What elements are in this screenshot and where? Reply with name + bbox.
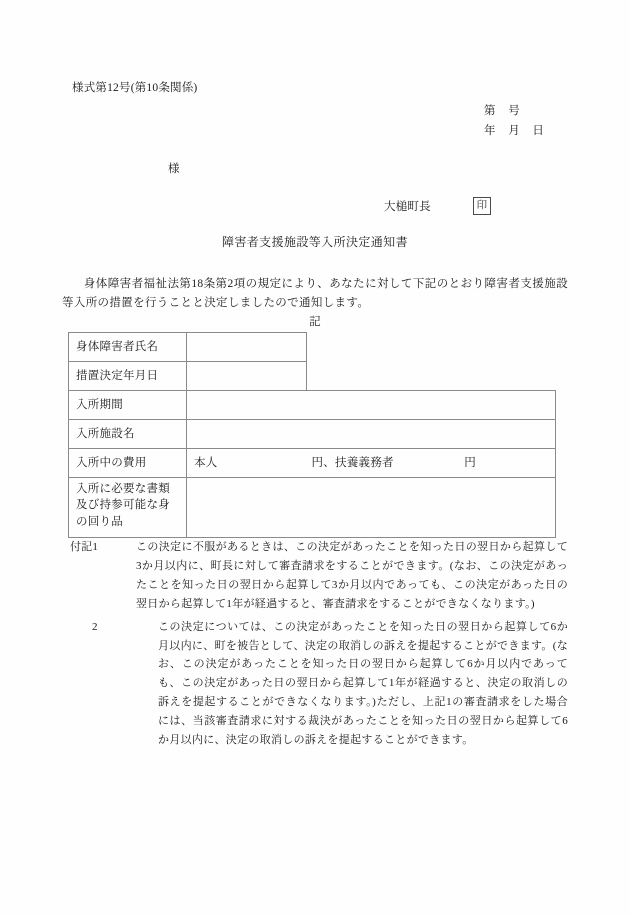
table-cell-spacer bbox=[307, 333, 556, 362]
table-cell-value[interactable] bbox=[187, 420, 556, 449]
footnotes-section bbox=[62, 538, 568, 754]
table-cell-label: 措置決定年月日 bbox=[69, 362, 187, 391]
table-cell-label: 入所期間 bbox=[69, 391, 187, 420]
document-date-field: 年 月 日 bbox=[484, 125, 545, 137]
form-number: 様式第12号(第10条関係) bbox=[72, 82, 198, 94]
footnote-text: この決定に不服があるときは、この決定があったことを知った日の翌日から起算して3か月以内に、町長に対して審査請求をすることができます。(なお、この決定があったことを知った日の翌日から起算して3か月以内であっても、この決定があった日の翌日から起算して1年が経過すると、審査請求をすることができなくなります。) bbox=[136, 541, 568, 610]
ki-marker: 記 bbox=[309, 316, 321, 328]
table-row bbox=[69, 333, 556, 362]
footnote-marker: 2 bbox=[92, 620, 98, 633]
footnote-marker: 付記1 bbox=[70, 541, 99, 553]
issuer-block bbox=[384, 197, 491, 215]
footnote-text: この決定については、この決定があったことを知った日の翌日から起算して6か月以内に、町を被告として、決定の取消しの訴えを提起することができます。(なお、この決定があったことを知った日の翌日から起算して6か月以内であっても、この決定があった日の翌日から起算して1年が経過すると、決定の取消しの訴えを提起することができなくなります。)ただし、上記1の審査請求をした場合には、当該審査請求に対する裁決があったことを知った日の翌日から起算して6か月以内に、決定の取消しの訴えを提起することができます。 bbox=[158, 620, 568, 747]
footnote-item bbox=[62, 618, 568, 750]
table-cell-label: 身体障害者氏名 bbox=[69, 333, 187, 362]
table-cell-value-cost[interactable] bbox=[187, 449, 556, 478]
decision-details-table bbox=[68, 332, 556, 538]
table-cell-label: 入所施設名 bbox=[69, 420, 187, 449]
table-cell-label: 入所に必要な書類及び持参可能な身の回り品 bbox=[69, 478, 187, 538]
table-row bbox=[69, 362, 556, 391]
cost-line: 本人 円、扶養義務者 円 bbox=[194, 456, 476, 469]
document-number-field: 第 号 bbox=[484, 105, 521, 117]
table-cell-label: 入所中の費用 bbox=[69, 449, 187, 478]
table-cell-value[interactable] bbox=[187, 333, 307, 362]
body-paragraph: 身体障害者福祉法第18条第2項の規定により、あなたに対して下記のとおり障害者支援施設等入所の措置を行うことと決定しましたので通知します。 bbox=[62, 278, 568, 309]
seal-stamp-icon: 印 bbox=[473, 197, 491, 215]
table-cell-value[interactable] bbox=[187, 362, 307, 391]
table-row bbox=[69, 449, 556, 478]
table-cell-spacer bbox=[307, 362, 556, 391]
table-row bbox=[69, 391, 556, 420]
table-row bbox=[69, 478, 556, 538]
page-title: 障害者支援施設等入所決定通知書 bbox=[221, 235, 408, 249]
addressee-honorific: 様 bbox=[168, 163, 180, 175]
footnote-item bbox=[62, 538, 568, 614]
issuer-name: 大槌町長 bbox=[384, 201, 431, 213]
table-cell-value[interactable] bbox=[187, 478, 556, 538]
table-cell-value[interactable] bbox=[187, 391, 556, 420]
table-row bbox=[69, 420, 556, 449]
